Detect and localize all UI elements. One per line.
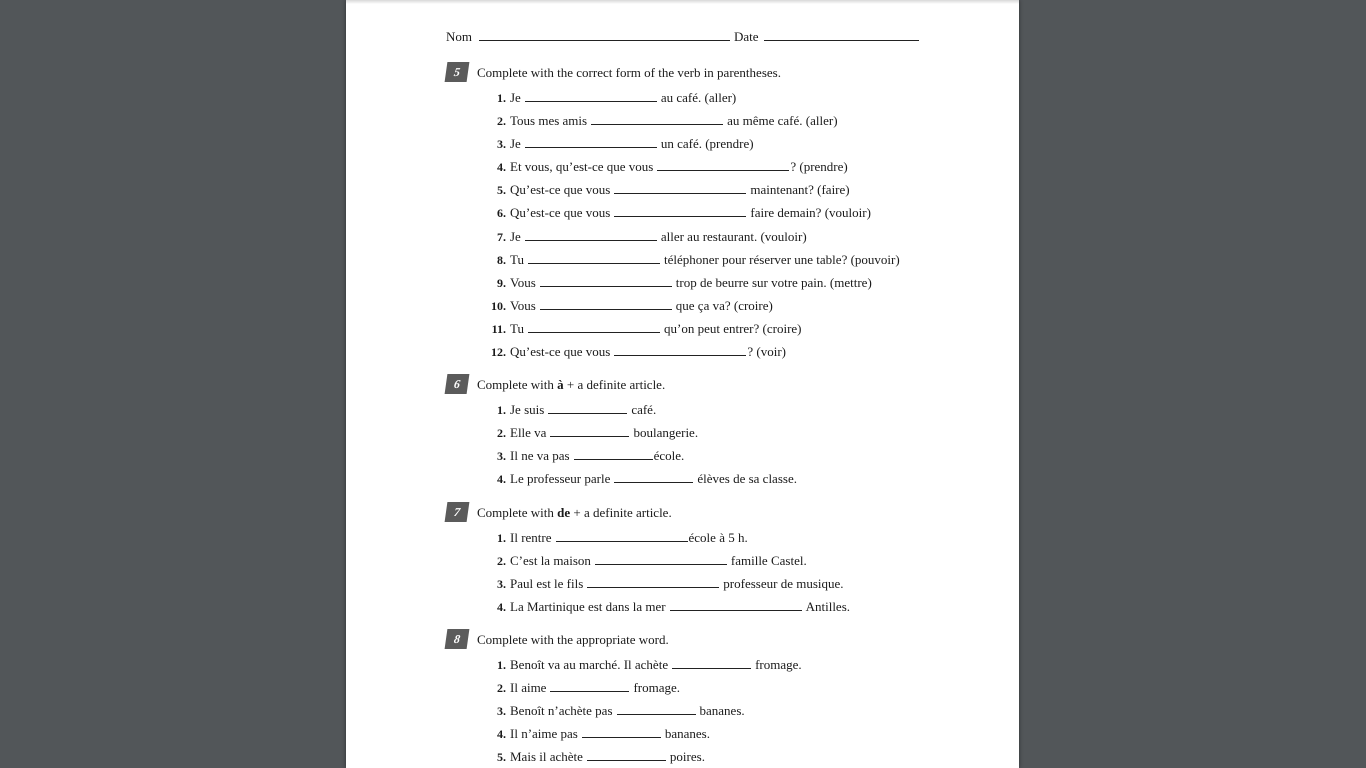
exercise-item: 1. Benoît va au marché. Il achète fromage. [497, 657, 802, 672]
answer-blank[interactable] [528, 252, 660, 264]
exercise-number-badge: 8 [445, 629, 470, 649]
exercise-instruction: Complete with the appropriate word. [477, 632, 669, 647]
exercise-instruction: Complete with à + a definite article. [477, 377, 666, 392]
exercise-number-badge: 5 [445, 62, 470, 82]
exercise-item: 3. Paul est le fils professeur de musique. [497, 576, 844, 592]
exercise-number-badge: 7 [445, 502, 470, 522]
exercise-item: 8. Tu téléphoner pour réserver une table? (pouvoir) [497, 251, 900, 267]
exercise-7 [446, 507, 926, 622]
exercise-instruction: Complete with the correct form of the verb in parentheses. [477, 65, 781, 80]
exercise-6 [446, 379, 926, 494]
answer-blank[interactable] [670, 599, 802, 611]
answer-blank[interactable] [525, 136, 657, 148]
answer-blank[interactable] [672, 657, 751, 669]
exercise-item: 1. Je suis café. [497, 402, 657, 417]
answer-blank[interactable] [528, 321, 660, 333]
answer-blank[interactable] [556, 530, 688, 542]
exercise-item: 12. Qu’est-ce que vous ? (voir) [491, 344, 786, 360]
answer-blank[interactable] [614, 205, 746, 217]
name-label: Nom [446, 29, 472, 44]
worksheet-page [346, 0, 1019, 768]
exercise-item: 3. Il ne va pas école. [497, 448, 685, 464]
exercise-item: 4. Il n’aime pas bananes. [497, 726, 710, 742]
answer-blank[interactable] [525, 229, 657, 241]
answer-blank[interactable] [550, 680, 629, 692]
exercise-item: 7. Je aller au restaurant. (vouloir) [497, 228, 807, 244]
answer-blank[interactable] [657, 159, 789, 171]
answer-blank[interactable] [548, 402, 627, 414]
exercise-8 [446, 634, 926, 768]
answer-blank[interactable] [550, 425, 629, 437]
answer-blank[interactable] [574, 448, 653, 460]
date-line [764, 40, 919, 41]
answer-blank[interactable] [595, 553, 727, 565]
answer-blank[interactable] [591, 113, 723, 125]
answer-blank[interactable] [614, 182, 746, 194]
exercise-item: 2. C’est la maison famille Castel. [497, 553, 807, 569]
answer-blank[interactable] [582, 726, 661, 738]
exercise-item: 2. Il aime fromage. [497, 680, 681, 696]
exercise-instruction: Complete with de + a definite article. [477, 505, 672, 520]
exercise-number-badge: 6 [445, 374, 470, 394]
name-line [479, 40, 730, 41]
answer-blank[interactable] [525, 90, 657, 102]
exercise-item: 5. Mais il achète poires. [497, 749, 705, 765]
exercise-item: 4. Le professeur parle élèves de sa classe. [497, 471, 797, 487]
exercise-item: 1. Il rentre école à 5 h. [497, 530, 748, 545]
exercise-item: 2. Elle va boulangerie. [497, 425, 699, 441]
exercise-item: 1. Je au café. (aller) [497, 90, 737, 105]
exercise-item: 4. Et vous, qu’est-ce que vous ? (prendre) [497, 159, 848, 175]
answer-blank[interactable] [540, 298, 672, 310]
exercise-item: 3. Je un café. (prendre) [497, 136, 754, 152]
answer-blank[interactable] [540, 275, 672, 287]
exercise-item: 10. Vous que ça va? (croire) [491, 297, 773, 313]
exercise-item: 9. Vous trop de beurre sur votre pain. (mettre) [497, 274, 872, 290]
exercise-item: 3. Benoît n’achète pas bananes. [497, 703, 745, 719]
exercise-item: 2. Tous mes amis au même café. (aller) [497, 113, 838, 129]
exercise-5 [446, 67, 926, 367]
answer-blank[interactable] [614, 344, 746, 356]
date-label: Date [734, 29, 759, 44]
answer-blank[interactable] [617, 703, 696, 715]
answer-blank[interactable] [614, 471, 693, 483]
answer-blank[interactable] [587, 576, 719, 588]
exercise-item: 4. La Martinique est dans la mer Antilles. [497, 599, 851, 615]
answer-blank[interactable] [587, 749, 666, 761]
exercise-item: 5. Qu’est-ce que vous maintenant? (faire) [497, 182, 850, 198]
exercise-item: 6. Qu’est-ce que vous faire demain? (vouloir) [497, 205, 871, 221]
exercise-item: 11. Tu qu’on peut entrer? (croire) [491, 320, 802, 336]
name-date-header [446, 29, 921, 45]
